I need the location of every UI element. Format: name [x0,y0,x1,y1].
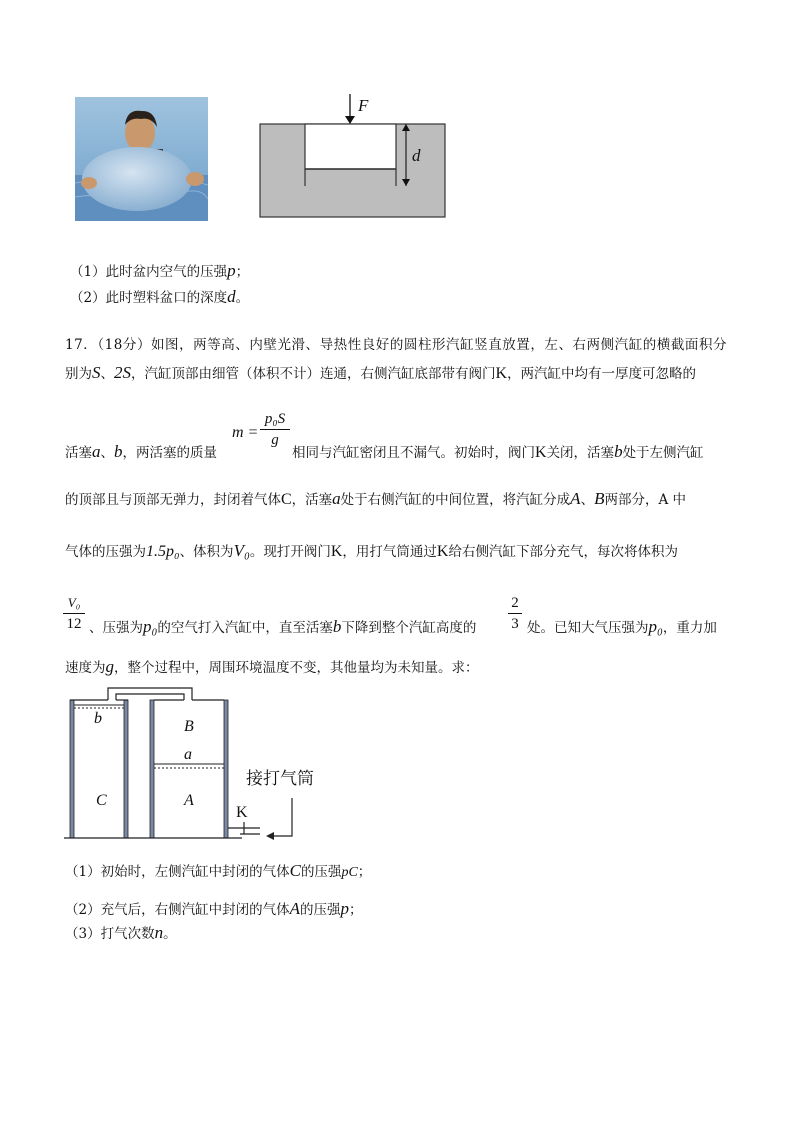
q17-line7 [65,658,479,677]
symbol-K: K [495,365,508,382]
label-C: C [96,792,107,809]
text: ，用打气筒通过 [342,544,437,560]
label-b: b [94,710,102,727]
text: 两部分，A 中 [604,492,686,508]
text: ，两汽缸中均有一厚度可忽略的 [507,366,697,382]
q17-sub1-symbol2: pC [341,865,358,880]
q17-sub1-number: （1） [65,864,101,880]
text: 、 [100,366,114,382]
text: 给右侧汽缸下部分充气，每次将体积为 [448,544,678,560]
symbol-b: b [114,442,123,461]
q16-sub1-symbol: p [227,261,236,280]
frac-h-num: 2 [511,595,519,611]
symbol-K: K [330,543,343,560]
basin-force-diagram [258,90,448,220]
q17-sub1-text2: 的压强 [300,864,342,880]
symbol-S: S [92,363,101,382]
pump-label: 接打气筒 [246,769,314,789]
symbol-a: a [92,442,101,461]
q17-line3a [65,443,217,462]
text: ，两活塞的质量 [122,445,217,461]
photo-man-with-basin [75,97,208,221]
symbol-K: K [535,444,547,461]
q16-sub2-text: 此时塑料盆口的深度 [105,290,228,306]
depth-label: d [412,146,421,165]
q17-sub1 [65,862,371,882]
text: 关闭，活塞 [546,445,615,461]
text: 处于右侧汽缸的中间位置，将汽缸分成 [340,492,571,508]
text: 速度为 [65,660,106,676]
symbol-2S: 2S [114,363,131,382]
text: 处。已知大气压强为 [527,620,649,636]
text: 、 [580,492,595,508]
q17-sub2-symbol2: p [340,899,349,918]
q17-sub3 [65,924,177,943]
symbol-p0: p₀ [648,617,663,636]
symbol-g: g [105,657,114,676]
q17-line2 [65,364,696,383]
text: 别为 [65,366,92,382]
text: 、压强为 [89,620,143,636]
q17-line3b [292,443,704,462]
q17-line6b [527,618,717,637]
q17-line4 [65,490,686,509]
symbol-b: b [332,617,342,636]
q17-line6a [89,618,476,637]
fraction-v0-12 [63,594,85,633]
q16-sub2-number: （2） [70,290,106,306]
mass-num: p₀S [264,411,286,427]
q16-sub1-number: （1） [70,264,106,280]
q16-sub2-symbol: d [227,287,236,306]
text: 相同与汽缸密闭且不漏气。初始时，阀门 [292,445,535,461]
q16-sub2 [70,288,249,307]
q17-sub2-symbol: A [289,899,300,918]
symbol-a: a [332,489,341,508]
q16-sub1-text: 此时盆内空气的压强 [105,264,228,280]
mass-formula-fraction [260,410,290,449]
text: ，整个过程中，周围环境温度不变，其他量均为未知量。求： [114,660,479,676]
text: 的空气打入汽缸中，直至活塞 [157,620,333,636]
text: 下降到整个汽缸高度的 [341,620,477,636]
cylinders-diagram [60,680,340,850]
q16-sub1-end: ； [235,264,250,280]
mass-formula-lhs: m = [232,424,259,441]
q17-sub3-text: 打气次数 [100,926,155,942]
symbol-p0: p₀ [143,617,158,636]
q17-sub1-text: 初始时，左侧汽缸中封闭的气体 [100,864,290,880]
q17-line5 [65,542,678,561]
text: ，汽缸顶部由细管（体积不计）连通，右侧汽缸底部带有阀门 [131,366,496,382]
force-label: F [358,96,369,115]
label-B: B [184,718,194,735]
symbol-C: C [281,491,292,508]
text: 的顶部且与顶部无弹力，封闭着气体 [65,492,281,508]
text: 处于左侧汽缸 [622,445,704,461]
text: 、 [100,445,114,461]
q17-sub1-end: ； [357,864,372,880]
fraction-2-3 [508,594,522,633]
symbol-V0: V₀ [233,541,250,560]
symbol-A: A [570,489,581,508]
q17-sub2-text2: 的压强 [299,902,341,918]
mass-den: g [271,432,279,448]
symbol-b: b [614,442,623,461]
q17-sub2 [65,900,362,919]
q17-sub2-text: 充气后，右侧汽缸中封闭的气体 [100,902,290,918]
label-K: K [236,804,248,821]
mass-formula [232,410,292,460]
q17-sub2-number: （2） [65,902,101,918]
q17-sub3-symbol: n [154,923,164,942]
text: ，重力加 [662,620,717,636]
q16-sub1 [70,262,249,281]
frac-v-num: V₀ [67,595,81,610]
frac-h-den: 3 [511,616,519,632]
value-1-5p0: 1.5p₀ [146,543,180,560]
text: 活塞 [65,445,92,461]
text: 、体积为 [179,544,234,560]
label-A: A [184,792,194,809]
q17-line1: 17．（18分）如图，两等高、内壁光滑、导热性良好的圆柱形汽缸竖直放置，左、右两侧汽缸的横截面积分 [65,337,728,353]
text: ，活塞 [291,492,333,508]
text: 。现打开阀门 [249,544,331,560]
text: 气体的压强为 [65,544,146,560]
label-a: a [184,746,192,763]
symbol-K: K [436,543,449,560]
frac-v-den: 12 [66,616,82,632]
q17-sub3-end: 。 [163,926,177,942]
q17-sub3-number: （3） [65,926,101,942]
q17-sub1-symbol: C [289,861,301,880]
symbol-B: B [594,489,605,508]
q17-sub2-end: ； [348,902,363,918]
q16-sub2-end: 。 [235,290,250,306]
